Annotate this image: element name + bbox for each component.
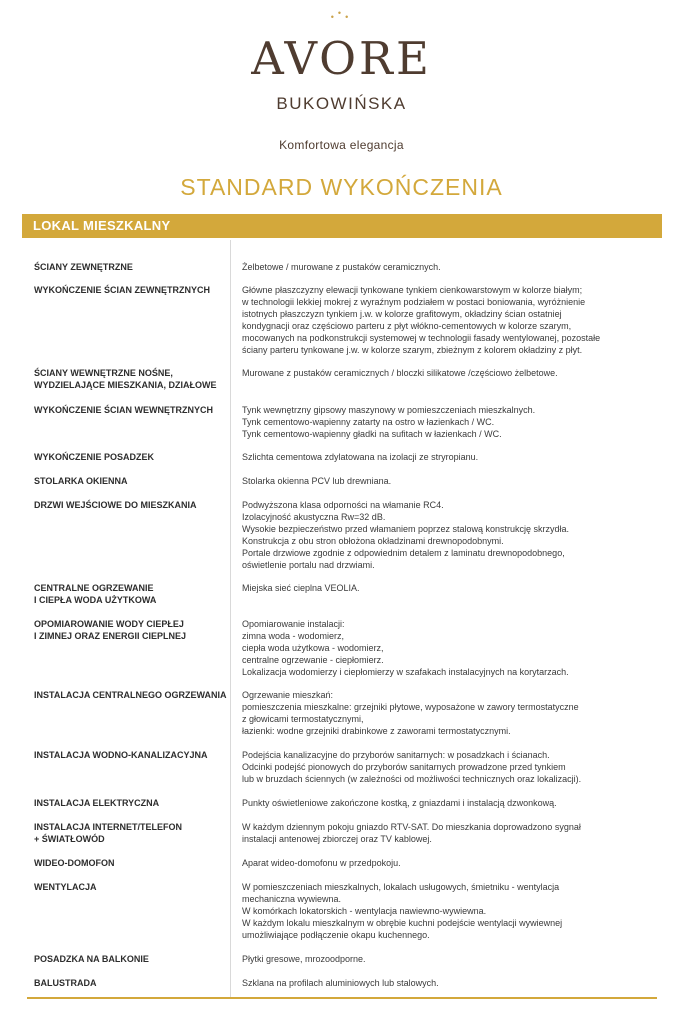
row-value: Tynk wewnętrzny gipsowy maszynowy w pomieszczeniach mieszkalnych. Tynk cementowo-wapienny zatarty na ostro w łazienkach / WC. Tynk cementowo-wapienny gładki na sufitach w łazienkach / WC. [242,405,536,440]
page-title: STANDARD WYKOŃCZENIA [180,174,503,200]
logo-dots: ••• [330,8,353,22]
row-label: WENTYLACJA [34,882,97,892]
row-label: INSTALACJA WODNO-KANALIZACYJNA [34,750,208,760]
row-value: Podejścia kanalizacyjne do przyborów sanitarnych: w posadzkach i ścianach. Odcinki podejść pionowych do przyborów sanitarnych prowadzone przed tynkiem lub w bruzdach ściennych (w zależności od możliwości technicznych oraz lokalizacji). [242,750,582,785]
row-value: Aparat wideo-domofonu w przedpokoju. [242,858,401,868]
row-value: W każdym dziennym pokoju gniazdo RTV-SAT. Do mieszkania doprowadzono sygnał instalacji antenowej zbiorczej oraz TV kablowej. [242,822,581,845]
row-value: W pomieszczeniach mieszkalnych, lokalach usługowych, śmietniku - wentylacja mechaniczna wywiewna. W komórkach lokatorskich - wentylacja nawiewno-wywiewna. W każdym lokalu mieszkalnym w obrębie kuchni podejście wentylacji wywiewnej umożliwiające podłączenie okapu kuchennego. [242,882,563,941]
section-header [22,214,662,238]
brand-name: AVORE [251,32,432,85]
row-value: Żelbetowe / murowane z pustaków ceramicznych. [242,262,441,272]
row-label: ŚCIANY WEWNĘTRZNE NOŚNE, WYDZIELAJĄCE MIESZKANIA, DZIAŁOWE [34,368,217,390]
row-label: WIDEO-DOMOFON [34,858,115,868]
row-value: Opomiarowanie instalacji: zimna woda - wodomierz, ciepła woda użytkowa - wodomierz, centralne ogrzewanie - ciepłomierz. Lokalizacja wodomierzy i ciepłomierzy w szafakach instalacyjnych na korytarzach. [242,619,569,678]
row-label: POSADZKA NA BALKONIE [34,954,149,964]
row-label: OPOMIAROWANIE WODY CIEPŁEJ I ZIMNEJ ORAZ ENERGII CIEPLNEJ [34,619,187,641]
row-label: WYKOŃCZENIE POSADZEK [34,452,155,462]
bottom-rule [27,997,657,999]
row-label: WYKOŃCZENIE ŚCIAN ZEWNĘTRZNYCH [34,285,210,295]
logo [0,8,683,162]
row-value: Ogrzewanie mieszkań: pomieszczenia mieszkalne: grzejniki płytowe, wyposażone w zawory termostatyczne z głowicami termostatycznymi, łazienki: wodne grzejniki drabinkowe z zaworami termostatycznymi. [242,690,579,737]
row-label: STOLARKA OKIENNA [34,476,128,486]
row-label: WYKOŃCZENIE ŚCIAN WEWNĘTRZNYCH [34,405,213,415]
row-value: Płytki gresowe, mrozoodporne. [242,954,366,964]
row-label: ŚCIANY ZEWNĘTRZNE [34,262,133,272]
row-value: Murowane z pustaków ceramicznych / bloczki silikatowe /częściowo żelbetowe. [242,368,558,378]
column-divider [230,240,231,998]
row-label: INSTALACJA ELEKTRYCZNA [34,798,160,808]
row-value: Miejska sieć cieplna VEOLIA. [242,583,360,593]
row-label: DRZWI WEJŚCIOWE DO MIESZKANIA [34,500,197,510]
row-value: Podwyższona klasa odporności na włamanie RC4. Izolacyjność akustyczna Rw=32 dB. Wysokie bezpieczeństwo przed włamaniem poprzez stalową konstrukcję skrzydła. Konstrukcja z obu stron obłożona okładzinami drewnopodobnymi. Portale drzwiowe zgodnie z odpowiednim detalem z laminatu drewnopodobnego, oświetlenie portalu nad drzwiami. [242,500,570,571]
row-label: INSTALACJA CENTRALNEGO OGRZEWANIA [34,690,227,700]
row-value: Szlichta cementowa zdylatowana na izolacji ze stryropianu. [242,452,479,462]
brand-subtitle: BUKOWIŃSKA [276,94,407,113]
row-label: BALUSTRADA [34,978,97,988]
row-label: CENTRALNE OGRZEWANIE I CIEPŁA WODA UŻYTKOWA [34,583,157,605]
row-value: Główne płaszczyzny elewacji tynkowane tynkiem cienkowarstowym w kolorze białym; w technologii lekkiej mokrej z wyraźnym podziałem w postaci boniowania, wyróżnienie istotnych płaszczyzn tynkiem j.w. w kolorze grafitowym, okładziny ścian ostatniej kondygnacji oraz częściowo parteru z płyt włókno-cementowych w kolorze szarym, mocowanych na podkonstrukcji systemowej w technologii fasady wentylowanej, pozostałe ściany parteru tynkowane j.w. w kolorze szarym, zbieżnym z kolorem okładziny z płyt. [242,285,601,356]
row-label: INSTALACJA INTERNET/TELEFON + ŚWIATŁOWÓD [34,822,182,844]
row-value: Szklana na profilach aluminiowych lub stalowych. [242,978,439,988]
row-value: Stolarka okienna PCV lub drewniana. [242,476,392,486]
row-value: Punkty oświetleniowe zakończone kostką, z gniazdami i instalacją dzwonkową. [242,798,557,808]
section-header-label: LOKAL MIESZKALNY [33,218,171,233]
brand-tagline: Komfortowa elegancja [279,138,404,152]
